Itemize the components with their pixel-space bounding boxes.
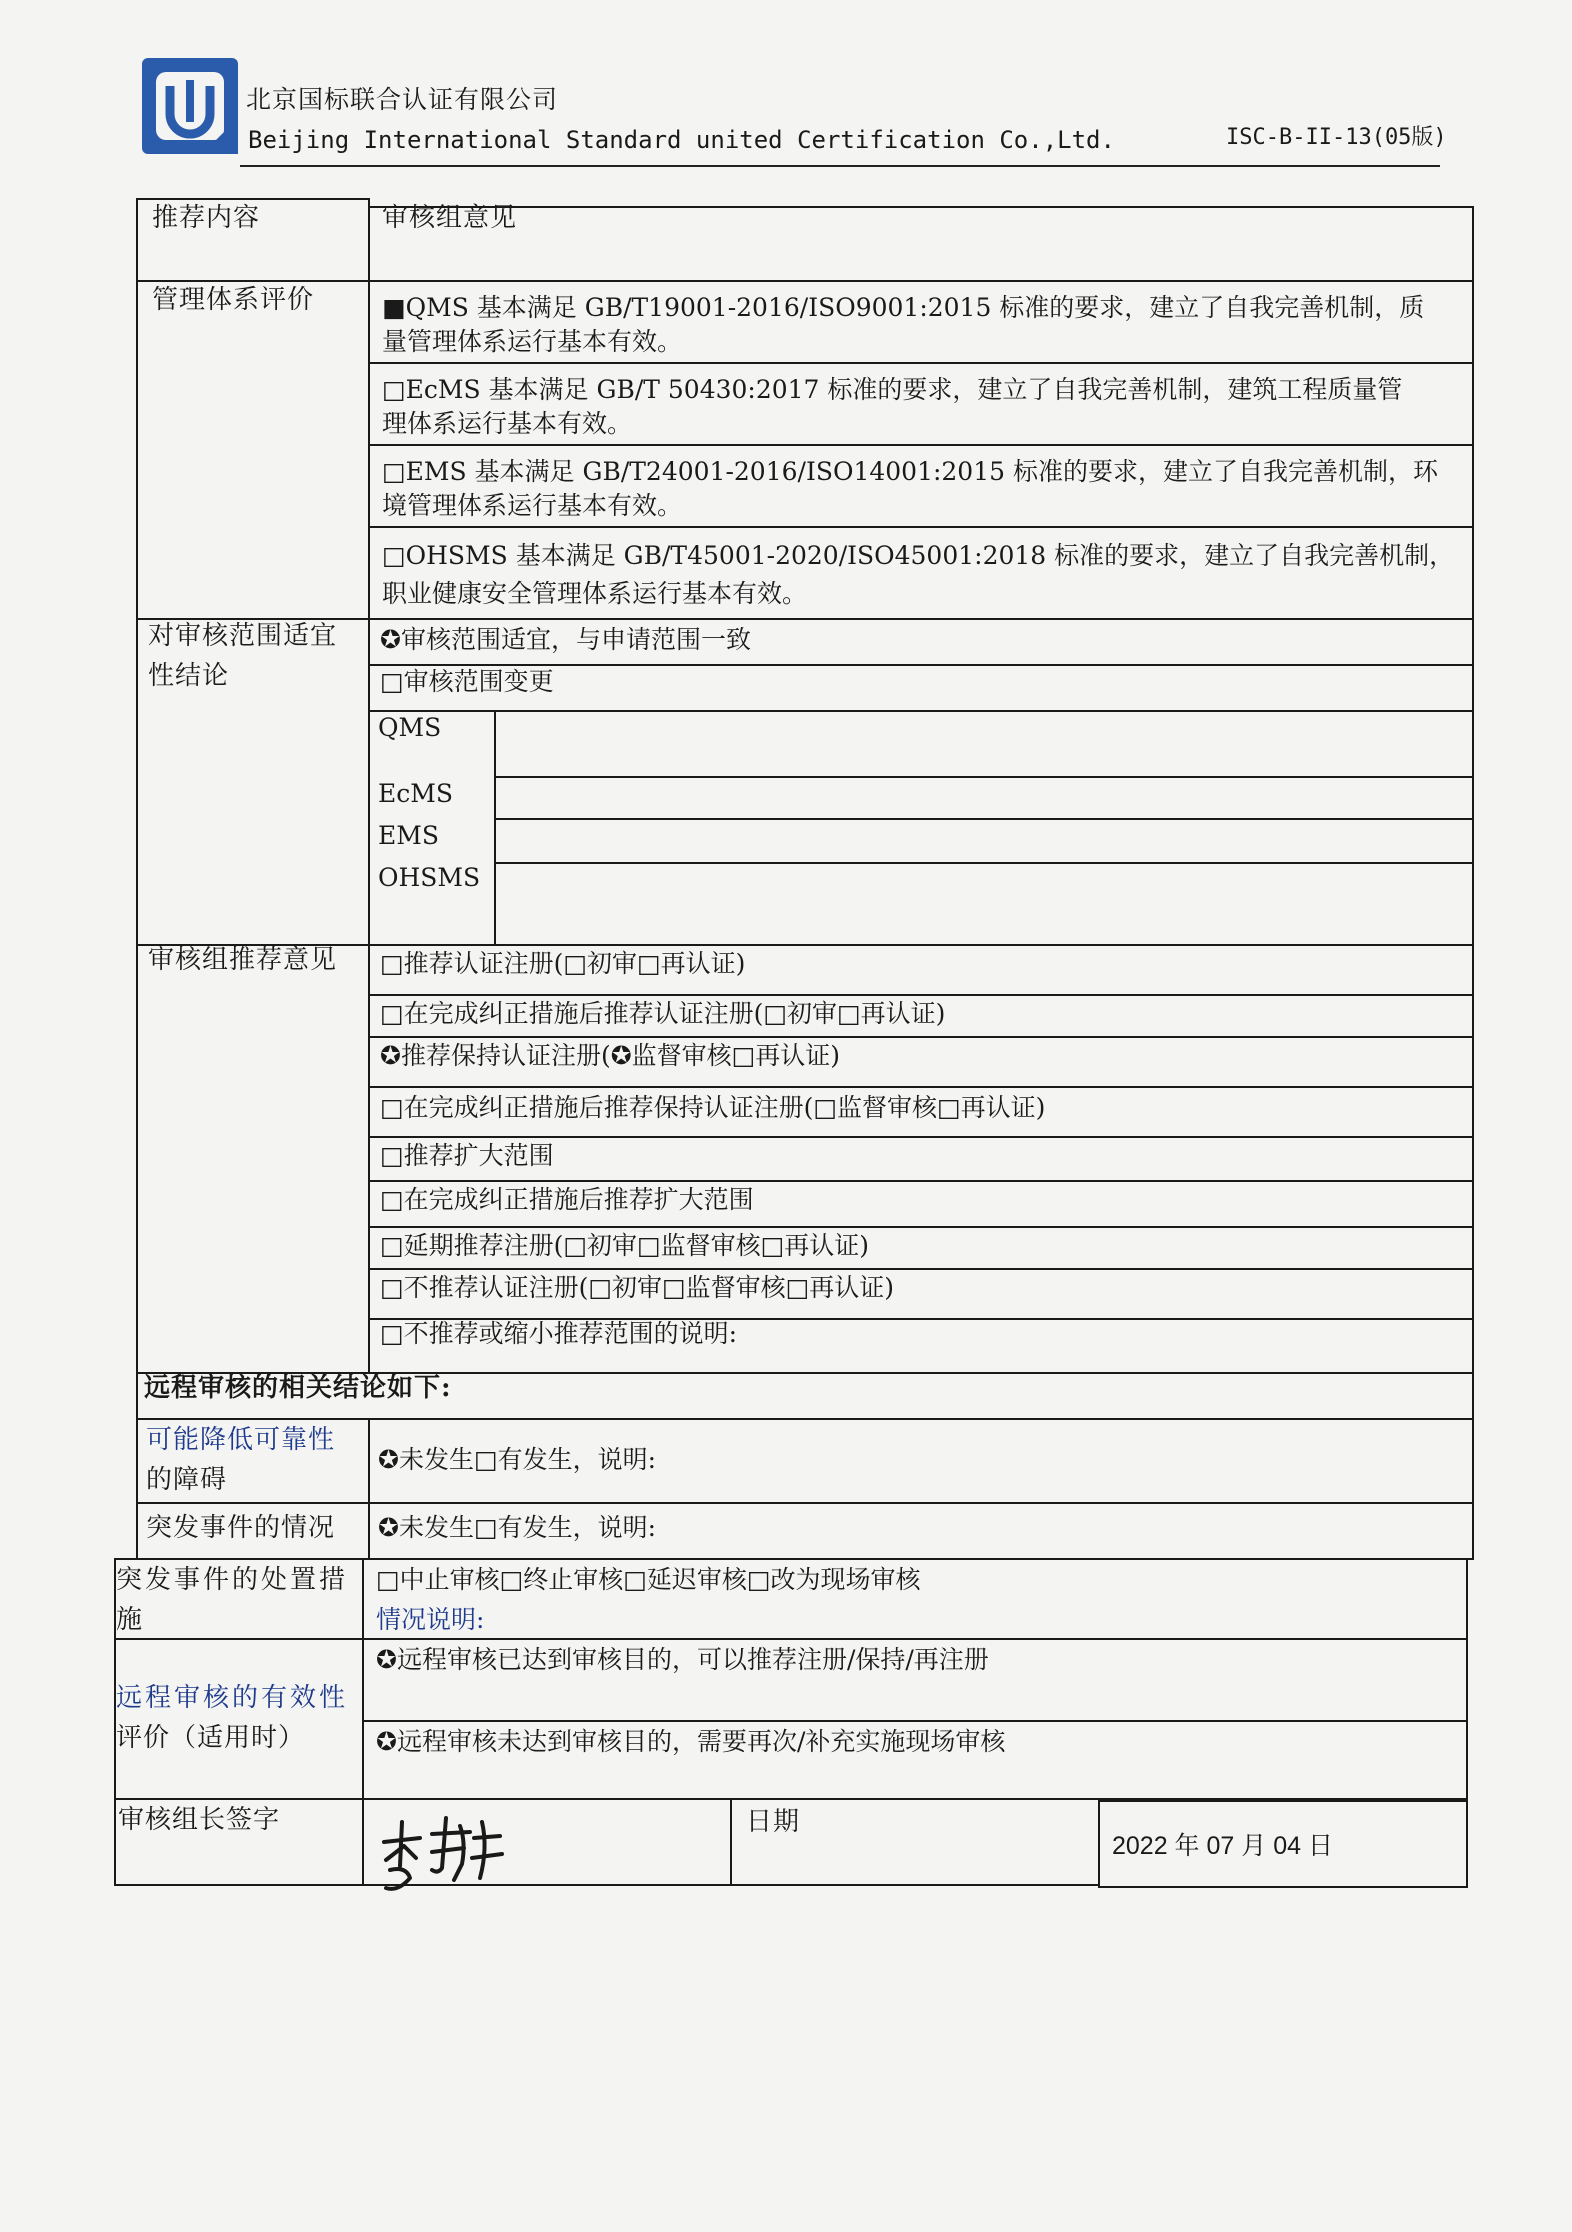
date-label: 日期 bbox=[746, 1807, 801, 1837]
recommend-item-9: □不推荐或缩小推荐范围的说明: bbox=[380, 1319, 738, 1348]
company-name-en: Beijing International Standard united Certification Co.,Ltd. bbox=[248, 126, 1115, 154]
emergency-value: ✪未发生□有发生，说明: bbox=[378, 1513, 656, 1542]
scope-ems-cell bbox=[494, 818, 1474, 864]
ecms-eval-line1: □EcMS 基本满足 GB/T 50430:2017 标准的要求，建立了自我完善机制，建筑工程质量管 bbox=[382, 375, 1403, 404]
column-header-recommendation: 推荐内容 bbox=[152, 203, 261, 233]
header-rule bbox=[240, 165, 1440, 167]
recommend-item-4: □在完成纠正措施后推荐保持认证注册(□监督审核□再认证) bbox=[380, 1093, 1046, 1122]
remote-title: 远程审核的相关结论如下: bbox=[144, 1373, 452, 1403]
ems-eval-line2: 境管理体系运行基本有效。 bbox=[382, 491, 683, 520]
scope-qms-label: QMS bbox=[378, 713, 442, 742]
recommend-item-1: □推荐认证注册(□初审□再认证) bbox=[380, 949, 746, 978]
emergency-label: 突发事件的情况 bbox=[146, 1513, 336, 1543]
recommend-item-2: □在完成纠正措施后推荐认证注册(□初审□再认证) bbox=[380, 999, 946, 1028]
column-header-audit-opinion: 审核组意见 bbox=[382, 203, 518, 233]
effect-label-line2: 评价（适用时） bbox=[116, 1723, 306, 1753]
header-cell-right bbox=[368, 206, 1474, 282]
document-code: ISC-B-II-13(05版) bbox=[1226, 125, 1447, 150]
scope-qms-cell bbox=[494, 710, 1474, 778]
recommend-item-5: □推荐扩大范围 bbox=[380, 1141, 554, 1170]
recommend-label-cell bbox=[136, 944, 370, 1374]
ohsms-eval-line1: □OHSMS 基本满足 GB/T45001-2020/ISO45001:2018 标准的要求，建立了自我完善机制， bbox=[382, 541, 1455, 570]
ems-eval-line1: □EMS 基本满足 GB/T24001-2016/ISO14001:2015 标准的要求，建立了自我完善机制，环 bbox=[382, 457, 1438, 486]
handling-label-line2: 施 bbox=[116, 1605, 144, 1635]
scope-ohsms-label: OHSMS bbox=[378, 863, 481, 892]
effect-label-line1: 远程审核的有效性 bbox=[116, 1683, 349, 1713]
scope-suitable-option: ✪审核范围适宜，与申请范围一致 bbox=[380, 625, 751, 654]
company-logo bbox=[140, 56, 240, 156]
scope-ecms-label: EcMS bbox=[378, 779, 453, 808]
qms-eval-line1: ■QMS 基本满足 GB/T19001-2016/ISO9001:2015 标准的要求，建立了自我完善机制，质 bbox=[382, 293, 1425, 322]
mgmt-label-cell bbox=[136, 280, 370, 620]
effect-achieved-option: ✪远程审核已达到审核目的，可以推荐注册/保持/再注册 bbox=[376, 1645, 989, 1674]
qms-eval-line2: 量管理体系运行基本有效。 bbox=[382, 327, 683, 356]
scope-ecms-cell bbox=[494, 776, 1474, 820]
company-name-cn: 北京国标联合认证有限公司 bbox=[246, 85, 559, 114]
recommend-item-7: □延期推荐注册(□初审□监督审核□再认证) bbox=[380, 1231, 869, 1260]
leader-signature bbox=[376, 1808, 506, 1898]
scope-ohsms-cell bbox=[494, 862, 1474, 946]
ohsms-eval-line2: 职业健康安全管理体系运行基本有效。 bbox=[382, 579, 808, 608]
scope-label-line2: 性结论 bbox=[148, 661, 230, 691]
scope-label-line1: 对审核范围适宜 bbox=[148, 621, 338, 651]
recommend-item-3: ✪推荐保持认证注册(✪监督审核□再认证) bbox=[380, 1041, 841, 1070]
ecms-eval-line2: 理体系运行基本有效。 bbox=[382, 409, 633, 438]
scope-change-option: □审核范围变更 bbox=[380, 667, 554, 696]
recommend-label: 审核组推荐意见 bbox=[148, 945, 338, 975]
scope-ems-label: EMS bbox=[378, 821, 439, 850]
reliability-label-line1: 可能降低可靠性 bbox=[146, 1425, 336, 1455]
mgmt-label: 管理体系评价 bbox=[152, 285, 315, 315]
recommend-item-6: □在完成纠正措施后推荐扩大范围 bbox=[380, 1185, 754, 1214]
reliability-value: ✪未发生□有发生，说明: bbox=[378, 1445, 656, 1474]
effect-not-achieved-option: ✪远程审核未达到审核目的，需要再次/补充实施现场审核 bbox=[376, 1727, 1006, 1756]
handling-note: 情况说明: bbox=[376, 1605, 485, 1634]
date-value: 2022 年 07 月 04 日 bbox=[1112, 1832, 1333, 1860]
handling-options: □中止审核□终止审核□延迟审核□改为现场审核 bbox=[376, 1565, 921, 1594]
leader-sign-label: 审核组长签字 bbox=[118, 1805, 281, 1835]
handling-label-line1: 突发事件的处置措 bbox=[116, 1565, 349, 1595]
reliability-label-line2: 的障碍 bbox=[146, 1465, 228, 1495]
recommend-item-8: □不推荐认证注册(□初审□监督审核□再认证) bbox=[380, 1273, 894, 1302]
